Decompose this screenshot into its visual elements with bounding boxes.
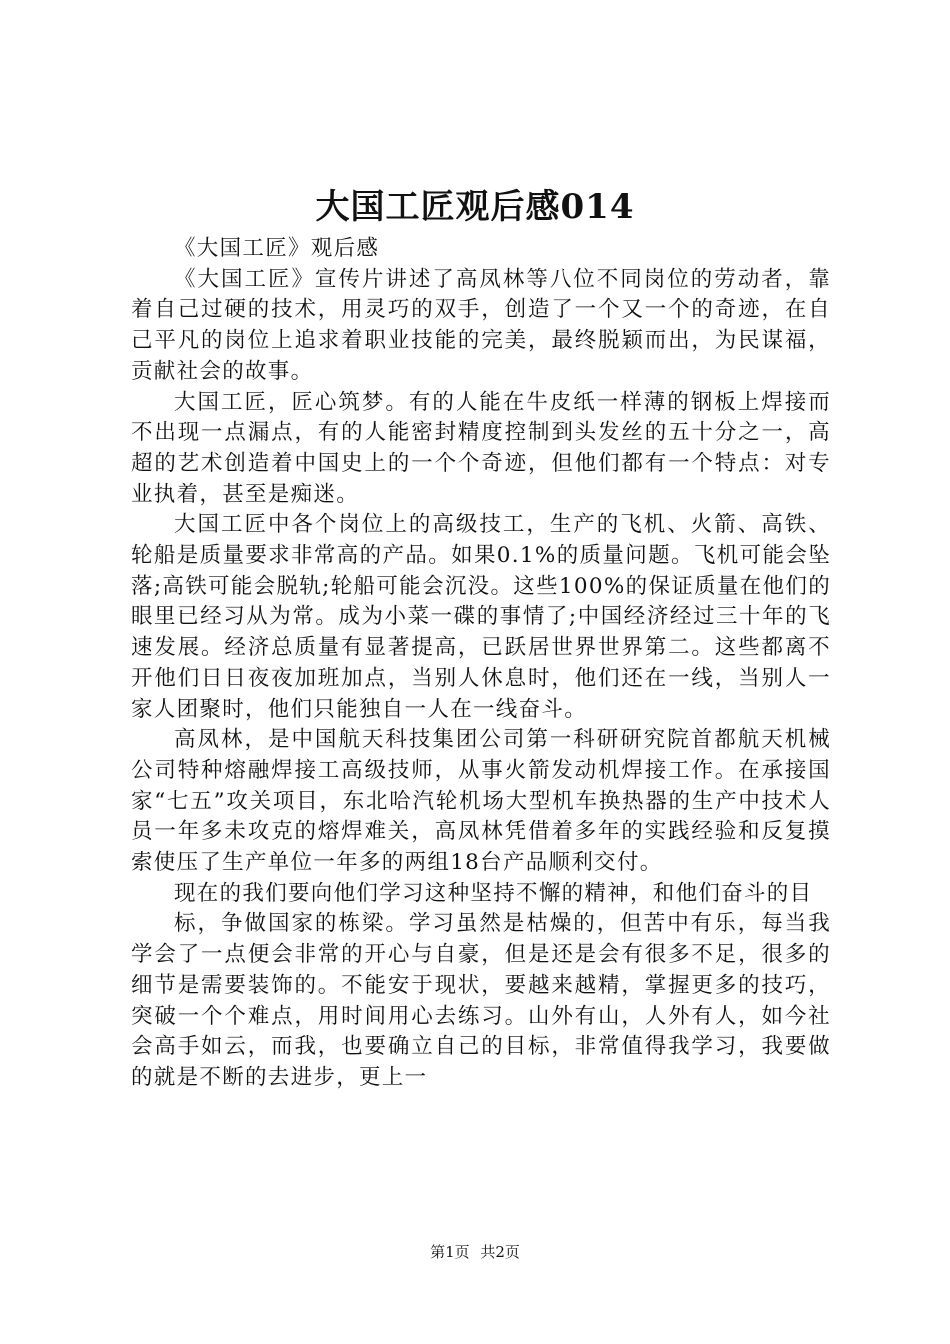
document-body bbox=[131, 234, 831, 1094]
paragraph: 大国工匠，匠心筑梦。有的人能在牛皮纸一样薄的钢板上焊接而不出现一点漏点，有的人能密封精度控制到头发丝的五十分之一，高超的艺术创造着中国史上的一个个奇迹，但他们都有一个特点：对专业执着，甚至是痴迷。 bbox=[131, 389, 831, 507]
paragraph: 现在的我们要向他们学习这种坚持不懈的精神，和他们奋斗的目 bbox=[174, 880, 813, 906]
paragraph-subtitle: 《大国工匠》观后感 bbox=[174, 236, 380, 261]
paragraph: 《大国工匠》宣传片讲述了高凤林等八位不同岗位的劳动者，靠着自己过硬的技术，用灵巧的双手，创造了一个又一个的奇迹，在自己平凡的岗位上追求着职业技能的完美，最终脱颖而出，为民谋福，贡献社会的故事。 bbox=[131, 266, 831, 384]
page-number: 第1页 bbox=[430, 1243, 470, 1261]
paragraph: 高凤林，是中国航天科技集团公司第一科研研究院首都航天机械公司特种熔融焊接工高级技师，从事火箭发动机焊接工作。在承接国家“七五”攻关项目，东北哈汽轮机场大型机车换热器的生产中技术人员一年多未攻克的熔焊难关，高凤林凭借着多年的实践经验和反复摸索使压了生产单位一年多的两组18台产品顺利交付。 bbox=[131, 727, 831, 876]
page-footer bbox=[0, 1242, 950, 1262]
paragraph: 大国工匠中各个岗位上的高级技工，生产的飞机、火箭、高铁、轮船是质量要求非常高的产品。如果0.1%的质量问题。飞机可能会坠落;高铁可能会脱轨;轮船可能会沉没。这些100%的保证质量在他们的眼里已经习从为常。成为小菜一碟的事情了;中国经济经过三十年的飞速发展。经济总质量有显著提高，已跃居世界世界第二。这些都离不开他们日日夜夜加班加点，当别人休息时，他们还在一线，当别人一家人团聚时，他们只能独自一人在一线奋斗。 bbox=[131, 512, 831, 722]
page-total: 共2页 bbox=[480, 1243, 520, 1261]
document-title: 大国工匠观后感014 bbox=[315, 187, 635, 227]
paragraph: 标，争做国家的栋梁。学习虽然是枯燥的，但苦中有乐，每当我学会了一点便会非常的开心与自豪，但是还是会有很多不足，很多的细节是需要装饰的。不能安于现状，要越来越精，掌握更多的技巧，突破一个个难点，用时间用心去练习。山外有山，人外有人，如今社会高手如云，而我，也要确立自己的目标，非常值得我学习，我要做的就是不断的去进步，更上一 bbox=[131, 911, 831, 1090]
